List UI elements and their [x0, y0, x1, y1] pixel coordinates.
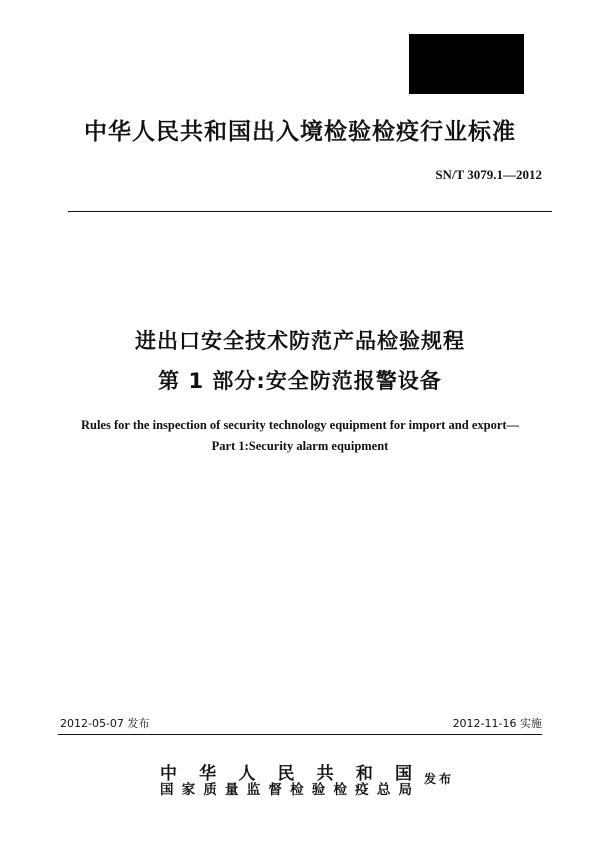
- footer-divider: [58, 734, 542, 735]
- chinese-title-line-2: 第 1 部分:安全防范报警设备: [158, 369, 442, 393]
- redaction-block: [409, 34, 524, 94]
- publisher-agency: 国家质量监督检验检疫总局: [160, 782, 412, 798]
- publisher-country: 中华人民共和国: [160, 764, 412, 784]
- chinese-title-line-1: 进出口安全技术防范产品检验规程: [135, 329, 465, 353]
- english-title-line-2: Part 1:Security alarm equipment: [211, 439, 389, 453]
- publish-label: 发布: [424, 772, 455, 786]
- issue-date: 2012-05-07 发布: [60, 717, 150, 730]
- english-title-line-1: Rules for the inspection of security technology equipment for import and export—: [80, 418, 520, 432]
- industry-standard-title: 中华人民共和国出入境检验检疫行业标准: [84, 119, 516, 145]
- implementation-date: 2012-11-16 实施: [452, 717, 542, 730]
- standard-number: SN/T 3079.1—2012: [435, 167, 542, 182]
- header-divider: [68, 211, 552, 212]
